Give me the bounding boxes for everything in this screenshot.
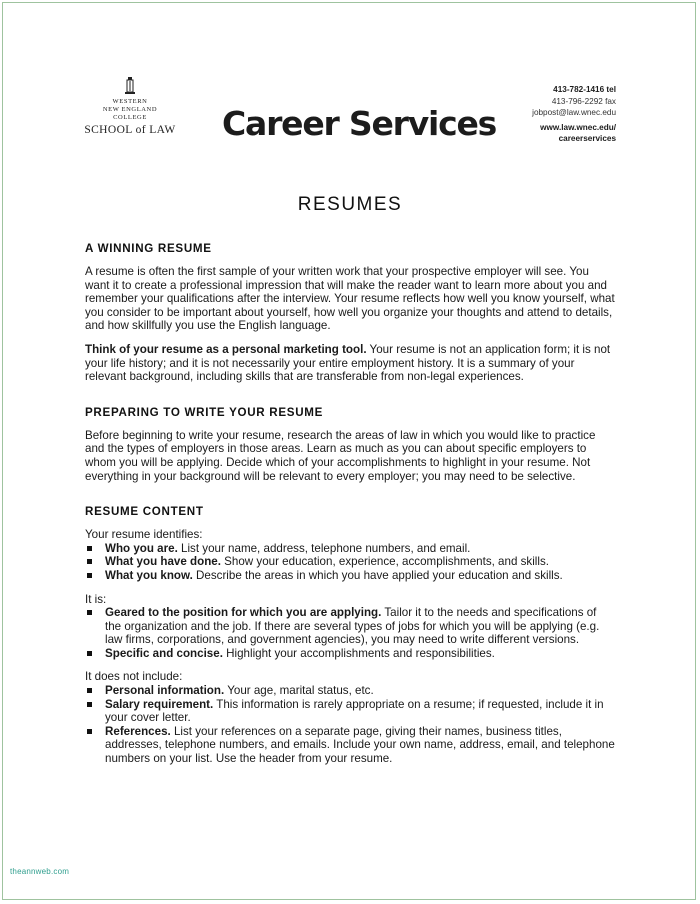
school-logo <box>84 76 176 136</box>
lamp-tower-icon <box>123 76 137 96</box>
notinclude-intro: It does not include: <box>85 670 183 684</box>
list-item <box>85 606 615 647</box>
logo-line-college: COLLEGE <box>113 114 147 121</box>
contact-web-line-1[interactable]: www.law.wnec.edu/ <box>540 122 616 132</box>
list-item-text: List your references on a separate page, giving their names, business titles, addresses, telephone numbers, and emails. Include your own name, address, email, and telephone numbers on your list. Use the header from your resume. <box>105 724 615 766</box>
list-item-lead: Geared to the position for which you are applying. <box>105 606 382 620</box>
section-heading-winning-resume: A WINNING RESUME <box>85 242 212 255</box>
contact-tel: 413-782-1416 tel <box>553 85 616 94</box>
list-item <box>85 725 615 766</box>
itis-list <box>85 606 615 660</box>
contact-block <box>486 84 616 145</box>
contact-fax: 413-796-2292 fax <box>551 96 616 106</box>
list-item <box>85 684 615 698</box>
career-services-title: Career Services <box>222 104 497 143</box>
list-item <box>85 647 615 661</box>
list-item-text: Show your education, experience, accomplishments, and skills. <box>220 555 549 569</box>
watermark-text: theannweb.com <box>10 867 70 876</box>
list-item-text: Your age, marital status, etc. <box>224 684 374 698</box>
list-item <box>85 542 615 556</box>
logo-line-new-england: NEW ENGLAND <box>102 106 158 113</box>
preparing-paragraph: Before beginning to write your resume, research the areas of law in which you would like to practice and the types of employers in those areas. Learn as much as you can about specific employers to whom you will be applying. Decide which of your accomplishments to highlight in your resume. Not everything in your background will be relevant to every employer; you may need to be selective. <box>85 428 596 483</box>
list-item-text: List your name, address, telephone numbers, and email. <box>177 541 471 555</box>
logo-line-school-of-law: SCHOOL of LAW <box>84 124 176 136</box>
list-item-lead: What you know. <box>105 568 193 582</box>
list-item-text: Describe the areas in which you have applied your education and skills. <box>192 568 563 582</box>
list-item-text: This information is rarely appropriate on a resume; if requested, include it in your cover letter. <box>105 697 604 725</box>
winning-paragraph-2 <box>85 343 615 384</box>
section-heading-resume-content: RESUME CONTENT <box>85 505 204 519</box>
list-item-lead: References. <box>105 724 171 738</box>
winning-paragraph-1: A resume is often the first sample of your written work that your prospective employer will see. You want it to create a professional impression that will make the reader want to learn more about you and remember your qualifications after the interview. Your resume reflects how well you know yourself, what you consider to be important about yourself, how well you organize your thoughts and attend to details, and how skillfully you use the English language. <box>85 265 615 333</box>
list-item <box>85 569 615 583</box>
list-item-lead: Personal information. <box>105 684 225 698</box>
contact-email[interactable]: jobpost@law.wnec.edu <box>532 108 616 118</box>
logo-line-western: WESTERN <box>112 98 148 105</box>
document-body <box>85 242 615 776</box>
list-item-text: Tailor it to the needs and specifications of the organization and the job. If there are several types of jobs for which you will be applying (e.g. law firms, corporations, and government agencies), you may need to write different versions. <box>105 606 600 647</box>
list-item <box>85 698 615 725</box>
notinclude-list <box>85 684 615 766</box>
list-item-lead: What you have done. <box>105 555 221 569</box>
list-item-lead: Salary requirement. <box>105 697 214 711</box>
identifies-intro: Your resume identifies: <box>85 528 203 542</box>
itis-intro: It is: <box>85 592 107 606</box>
list-item-lead: Who you are. <box>105 541 178 555</box>
section-heading-preparing: PREPARING TO WRITE YOUR RESUME <box>85 405 324 419</box>
list-item-text: Highlight your accomplishments and responsibilities. <box>222 646 495 660</box>
winning-paragraph-2-lead: Think of your resume as a personal marketing tool. <box>85 342 367 356</box>
list-item <box>85 555 615 569</box>
document-title: RESUMES <box>297 194 403 215</box>
identifies-list <box>85 542 615 583</box>
list-item-lead: Specific and concise. <box>105 646 223 660</box>
letterhead <box>0 0 700 160</box>
contact-web-line-2[interactable]: careerservices <box>558 134 616 144</box>
winning-paragraph-2-text: Your resume is not an application form; it is not your life history; and it is not necessarily your entire employment history. It is a summary of your relevant background, including skills that are transferable from non-legal experiences. <box>85 342 611 384</box>
